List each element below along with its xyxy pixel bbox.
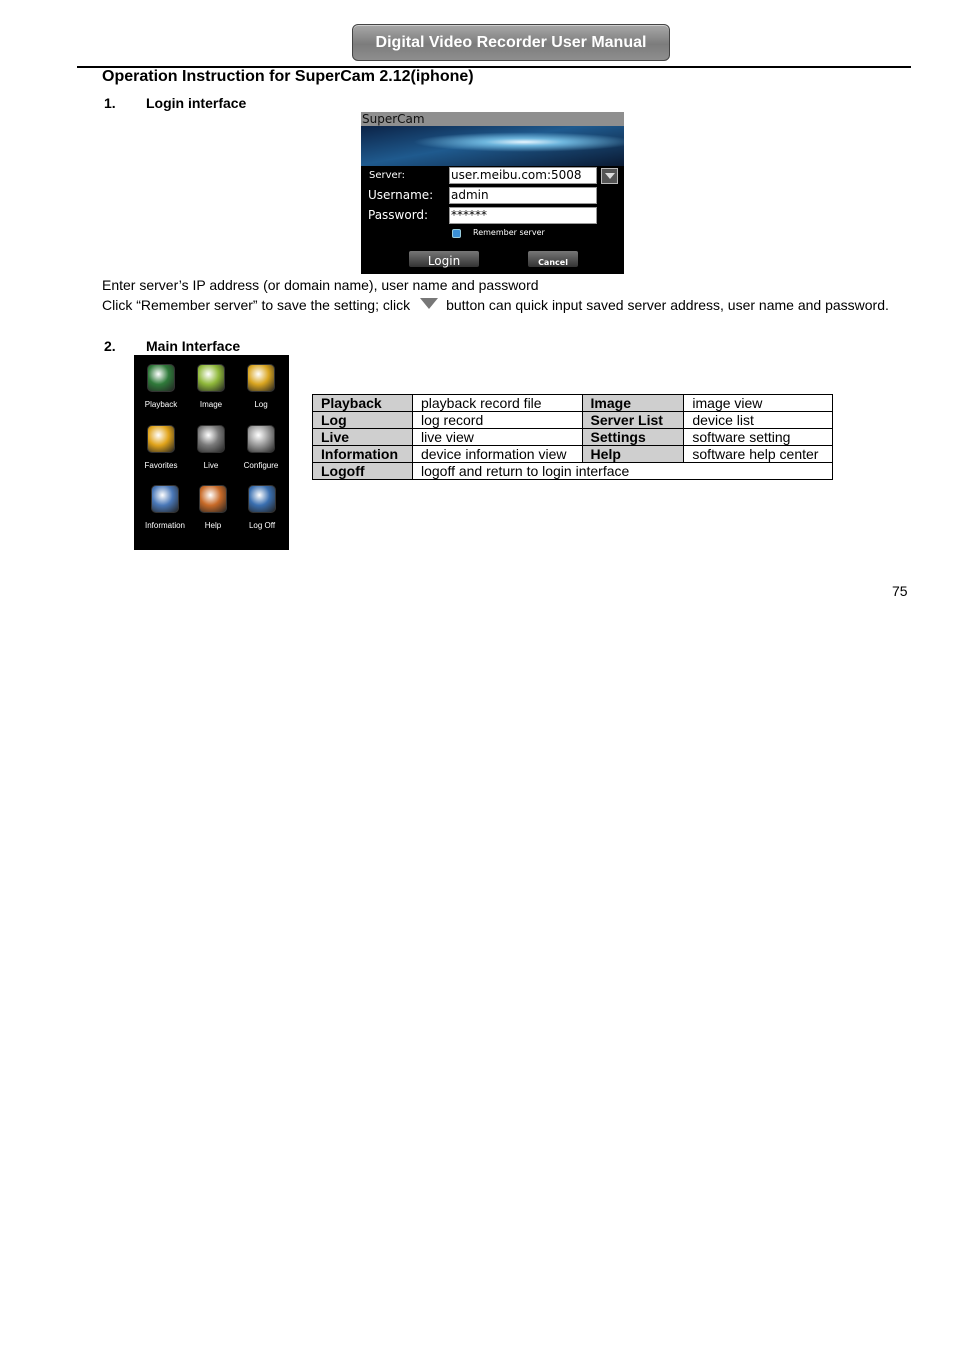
remember-server-checkbox[interactable]	[452, 229, 461, 238]
table-key: Live	[313, 429, 413, 446]
app-label: Log	[254, 400, 268, 409]
login-section-number: 1.	[104, 95, 116, 111]
instruction-2-before: Click “Remember server” to save the setting; click	[102, 297, 411, 313]
section-title: Operation Instruction for SuperCam 2.12(iphone)	[102, 68, 474, 85]
app-help[interactable]	[188, 485, 238, 530]
help-books-icon	[199, 485, 227, 513]
log-off-door-icon	[248, 485, 276, 513]
table-value: device list	[684, 412, 833, 429]
app-label: Configure	[243, 461, 279, 470]
login-banner-image	[361, 126, 624, 166]
image-gallery-icon	[197, 364, 225, 392]
table-key: Settings	[582, 429, 684, 446]
app-label: Information	[144, 521, 186, 530]
app-live[interactable]	[186, 425, 236, 470]
table-row	[313, 412, 833, 429]
table-key: Logoff	[313, 463, 413, 480]
table-row	[313, 395, 833, 412]
app-label: Image	[199, 400, 223, 409]
password-input[interactable]: ******	[449, 207, 597, 224]
main-section-number: 2.	[104, 338, 116, 354]
table-value: playback record file	[412, 395, 582, 412]
table-value: logoff and return to login interface	[412, 463, 832, 480]
login-button[interactable]: Login	[409, 251, 479, 267]
login-instruction-2	[102, 297, 889, 313]
table-value: software setting	[684, 429, 833, 446]
login-instruction-1: Enter server’s IP address (or domain name), user name and password	[102, 277, 539, 293]
manual-header: Digital Video Recorder User Manual	[352, 24, 670, 61]
app-log[interactable]	[236, 364, 286, 409]
username-label: Username:	[368, 188, 434, 202]
app-playback[interactable]	[136, 364, 186, 409]
table-key: Playback	[313, 395, 413, 412]
server-dropdown-icon[interactable]	[601, 168, 618, 184]
app-label: Favorites	[144, 461, 178, 470]
table-key: Information	[313, 446, 413, 463]
app-image[interactable]	[186, 364, 236, 409]
table-value: image view	[684, 395, 833, 412]
favorites-star-icon	[147, 425, 175, 453]
main-section-title: Main Interface	[146, 338, 241, 354]
login-section-title: Login interface	[146, 95, 247, 111]
live-camera-icon	[197, 425, 225, 453]
log-notebook-icon	[247, 364, 275, 392]
app-label: Playback	[144, 400, 178, 409]
table-value: live view	[412, 429, 582, 446]
table-key: Server List	[582, 412, 684, 429]
table-value: software help center	[684, 446, 833, 463]
server-label: Server:	[369, 170, 405, 181]
login-screenshot	[361, 112, 624, 274]
remember-server-label: Remember server	[473, 228, 545, 237]
app-label: Help	[204, 521, 222, 530]
cancel-button[interactable]: Cancel	[528, 251, 578, 267]
password-label: Password:	[368, 208, 429, 222]
table-row	[313, 429, 833, 446]
table-value: device information view	[412, 446, 582, 463]
tools-configure-icon	[247, 425, 275, 453]
app-favorites[interactable]	[136, 425, 186, 470]
server-input[interactable]: user.meibu.com:5008	[449, 167, 597, 184]
table-key: Help	[582, 446, 684, 463]
table-row	[313, 446, 833, 463]
function-table	[312, 394, 833, 480]
main-interface-screenshot	[134, 355, 289, 550]
table-row	[313, 463, 833, 480]
instruction-2-after: button can quick input saved server address, user name and password.	[446, 297, 889, 313]
table-value: log record	[412, 412, 582, 429]
app-configure[interactable]	[236, 425, 286, 470]
table-key: Image	[582, 395, 684, 412]
table-key: Log	[313, 412, 413, 429]
app-label: Log Off	[248, 521, 276, 530]
login-app-title: SuperCam	[361, 112, 624, 126]
app-log-off[interactable]	[237, 485, 287, 530]
information-chart-icon	[151, 485, 179, 513]
app-label: Live	[203, 461, 219, 470]
username-input[interactable]: admin	[449, 187, 597, 204]
page-number: 75	[892, 583, 908, 599]
film-reel-icon	[147, 364, 175, 392]
triangle-down-icon	[420, 298, 438, 309]
app-information[interactable]	[140, 485, 190, 530]
